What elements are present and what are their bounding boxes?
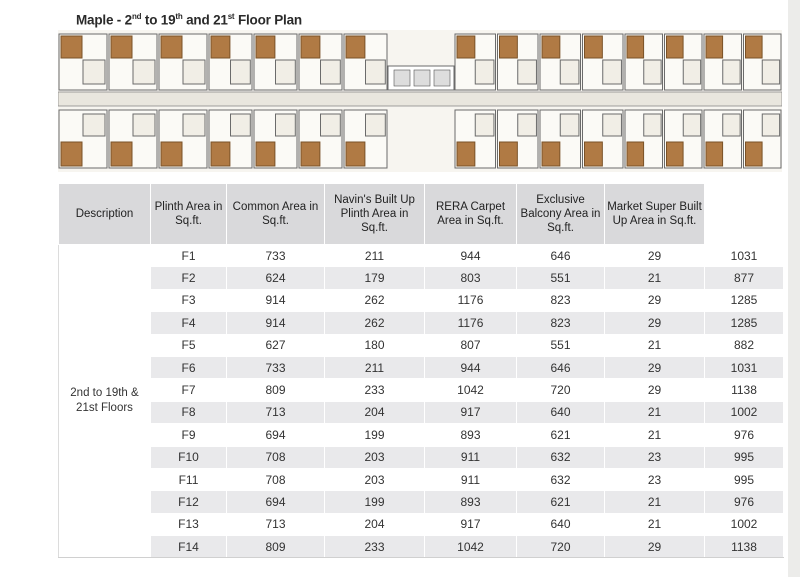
cell-common: 262 bbox=[325, 289, 425, 311]
cell-superbuilt: 1002 bbox=[705, 401, 784, 423]
cell-plinth: 733 bbox=[227, 245, 325, 267]
cell-common: 180 bbox=[325, 334, 425, 356]
cell-builtup: 803 bbox=[425, 267, 517, 289]
cell-carpet: 720 bbox=[517, 536, 605, 558]
cell-plinth: 914 bbox=[227, 289, 325, 311]
cell-unit: F7 bbox=[151, 379, 227, 401]
cell-carpet: 823 bbox=[517, 289, 605, 311]
cell-plinth: 627 bbox=[227, 334, 325, 356]
cell-superbuilt: 877 bbox=[705, 267, 784, 289]
cell-carpet: 551 bbox=[517, 334, 605, 356]
cell-plinth: 624 bbox=[227, 267, 325, 289]
cell-unit: F8 bbox=[151, 401, 227, 423]
col-header-plinth-area: Plinth Area in Sq.ft. bbox=[151, 184, 227, 245]
cell-superbuilt: 1138 bbox=[705, 379, 784, 401]
cell-unit: F11 bbox=[151, 468, 227, 490]
table-row bbox=[59, 334, 784, 356]
cell-unit: F5 bbox=[151, 334, 227, 356]
col-header-super-builtup-area: Market Super Built Up Area in Sq.ft. bbox=[605, 184, 705, 245]
cell-superbuilt: 882 bbox=[705, 334, 784, 356]
cell-superbuilt: 1031 bbox=[705, 356, 784, 378]
floor-group-label-text: 2nd to 19th & 21st Floors bbox=[70, 386, 139, 414]
cell-unit: F3 bbox=[151, 289, 227, 311]
cell-common: 211 bbox=[325, 245, 425, 267]
cell-superbuilt: 1285 bbox=[705, 312, 784, 334]
cell-unit: F9 bbox=[151, 424, 227, 446]
cell-builtup: 944 bbox=[425, 245, 517, 267]
cell-balcony: 21 bbox=[605, 267, 705, 289]
cell-common: 233 bbox=[325, 536, 425, 558]
cell-superbuilt: 1285 bbox=[705, 289, 784, 311]
cell-unit: F4 bbox=[151, 312, 227, 334]
cell-superbuilt: 1031 bbox=[705, 245, 784, 267]
cell-superbuilt: 995 bbox=[705, 446, 784, 468]
cell-superbuilt: 1002 bbox=[705, 513, 784, 535]
cell-builtup: 911 bbox=[425, 468, 517, 490]
cell-balcony: 29 bbox=[605, 379, 705, 401]
cell-balcony: 21 bbox=[605, 424, 705, 446]
table-row bbox=[59, 468, 784, 490]
cell-balcony: 29 bbox=[605, 289, 705, 311]
table-row bbox=[59, 379, 784, 401]
table-row bbox=[59, 312, 784, 334]
table-row bbox=[59, 245, 784, 267]
cell-unit: F10 bbox=[151, 446, 227, 468]
cell-balcony: 29 bbox=[605, 312, 705, 334]
col-header-balcony-area: Exclusive Balcony Area in Sq.ft. bbox=[517, 184, 605, 245]
table-bottom-border bbox=[58, 557, 784, 558]
cell-plinth: 708 bbox=[227, 468, 325, 490]
cell-unit: F6 bbox=[151, 356, 227, 378]
cell-common: 211 bbox=[325, 356, 425, 378]
cell-balcony: 29 bbox=[605, 245, 705, 267]
cell-common: 204 bbox=[325, 513, 425, 535]
cell-plinth: 694 bbox=[227, 424, 325, 446]
page-edge bbox=[788, 0, 800, 577]
cell-plinth: 713 bbox=[227, 401, 325, 423]
table-row bbox=[59, 289, 784, 311]
cell-carpet: 823 bbox=[517, 312, 605, 334]
cell-unit: F14 bbox=[151, 536, 227, 558]
table-row bbox=[59, 401, 784, 423]
cell-superbuilt: 995 bbox=[705, 468, 784, 490]
cell-plinth: 914 bbox=[227, 312, 325, 334]
cell-common: 262 bbox=[325, 312, 425, 334]
cell-unit: F1 bbox=[151, 245, 227, 267]
cell-common: 199 bbox=[325, 491, 425, 513]
cell-carpet: 632 bbox=[517, 446, 605, 468]
cell-balcony: 23 bbox=[605, 446, 705, 468]
cell-unit: F12 bbox=[151, 491, 227, 513]
cell-builtup: 1176 bbox=[425, 312, 517, 334]
cell-builtup: 911 bbox=[425, 446, 517, 468]
cell-carpet: 551 bbox=[517, 267, 605, 289]
floor-plan-image bbox=[58, 30, 782, 172]
cell-carpet: 720 bbox=[517, 379, 605, 401]
cell-carpet: 640 bbox=[517, 513, 605, 535]
cell-balcony: 21 bbox=[605, 513, 705, 535]
cell-carpet: 646 bbox=[517, 245, 605, 267]
cell-plinth: 713 bbox=[227, 513, 325, 535]
cell-builtup: 807 bbox=[425, 334, 517, 356]
cell-superbuilt: 976 bbox=[705, 424, 784, 446]
cell-unit: F13 bbox=[151, 513, 227, 535]
table-row bbox=[59, 446, 784, 468]
cell-balcony: 21 bbox=[605, 401, 705, 423]
table-row bbox=[59, 267, 784, 289]
cell-balcony: 29 bbox=[605, 356, 705, 378]
cell-builtup: 917 bbox=[425, 513, 517, 535]
cell-common: 179 bbox=[325, 267, 425, 289]
cell-builtup: 1042 bbox=[425, 379, 517, 401]
table-row bbox=[59, 536, 784, 558]
cell-carpet: 632 bbox=[517, 468, 605, 490]
cell-plinth: 809 bbox=[227, 536, 325, 558]
cell-carpet: 621 bbox=[517, 424, 605, 446]
cell-plinth: 694 bbox=[227, 491, 325, 513]
cell-balcony: 21 bbox=[605, 334, 705, 356]
cell-unit: F2 bbox=[151, 267, 227, 289]
table-row bbox=[59, 356, 784, 378]
cell-plinth: 708 bbox=[227, 446, 325, 468]
cell-balcony: 23 bbox=[605, 468, 705, 490]
page-title: Maple - 2nd to 19th and 21st Floor Plan bbox=[76, 12, 302, 28]
table-row bbox=[59, 424, 784, 446]
col-header-builtup-area: Navin's Built Up Plinth Area in Sq.ft. bbox=[325, 184, 425, 245]
cell-superbuilt: 976 bbox=[705, 491, 784, 513]
floor-group-label bbox=[59, 245, 151, 558]
cell-common: 199 bbox=[325, 424, 425, 446]
cell-carpet: 646 bbox=[517, 356, 605, 378]
cell-common: 203 bbox=[325, 446, 425, 468]
cell-builtup: 1176 bbox=[425, 289, 517, 311]
cell-builtup: 917 bbox=[425, 401, 517, 423]
area-table bbox=[58, 183, 784, 558]
cell-builtup: 944 bbox=[425, 356, 517, 378]
col-header-common-area: Common Area in Sq.ft. bbox=[227, 184, 325, 245]
table-header-row bbox=[59, 184, 784, 245]
table-row bbox=[59, 491, 784, 513]
cell-builtup: 893 bbox=[425, 424, 517, 446]
cell-common: 204 bbox=[325, 401, 425, 423]
cell-balcony: 29 bbox=[605, 536, 705, 558]
col-header-description: Description bbox=[59, 184, 151, 245]
cell-carpet: 621 bbox=[517, 491, 605, 513]
cell-common: 203 bbox=[325, 468, 425, 490]
cell-common: 233 bbox=[325, 379, 425, 401]
table-row bbox=[59, 513, 784, 535]
cell-superbuilt: 1138 bbox=[705, 536, 784, 558]
cell-builtup: 1042 bbox=[425, 536, 517, 558]
cell-builtup: 893 bbox=[425, 491, 517, 513]
cell-carpet: 640 bbox=[517, 401, 605, 423]
cell-plinth: 733 bbox=[227, 356, 325, 378]
cell-plinth: 809 bbox=[227, 379, 325, 401]
cell-balcony: 21 bbox=[605, 491, 705, 513]
col-header-carpet-area: RERA Carpet Area in Sq.ft. bbox=[425, 184, 517, 245]
